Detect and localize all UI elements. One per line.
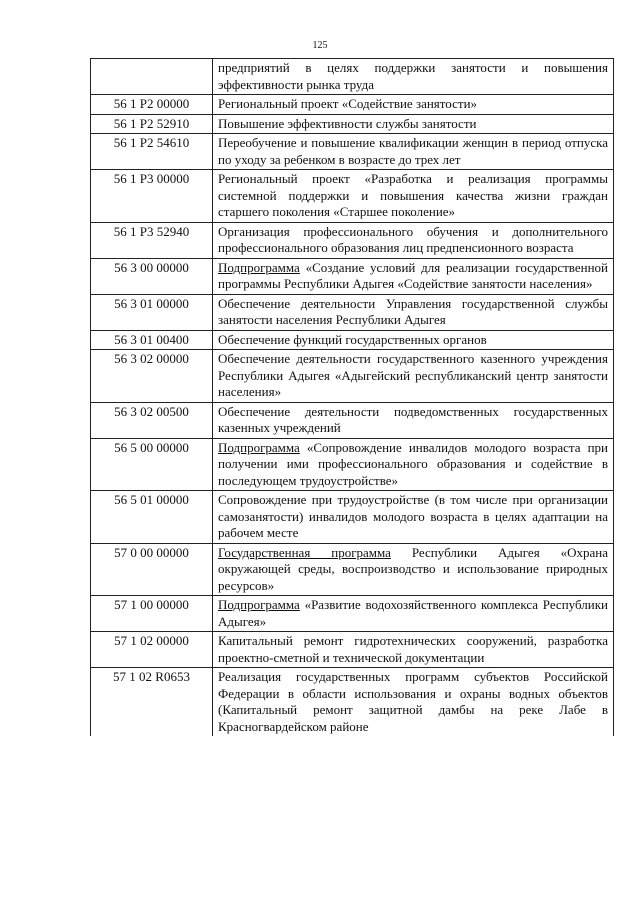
row-code: 56 1 Р3 00000	[91, 170, 213, 223]
table-row	[91, 59, 614, 95]
row-description	[213, 134, 614, 170]
row-code	[91, 59, 213, 95]
table-row	[91, 668, 614, 737]
row-text: Обеспечение деятельности Управления государственной службы занятости населения Республики Адыгея	[218, 295, 608, 327]
row-code: 57 1 02 R0653	[91, 668, 213, 737]
row-description	[213, 59, 614, 95]
row-code: 56 3 00 00000	[91, 258, 213, 294]
page-number: 125	[312, 40, 328, 51]
row-prefix: Подпрограмма	[218, 439, 300, 455]
row-text: Обеспечение деятельности подведомственных государственных казенных учреждений	[218, 403, 608, 435]
row-text: Обеспечение деятельности государственного казенного учреждения Республики Адыгея «Адыгейский республиканский центр занятости населения»	[218, 351, 608, 399]
row-text: Повышение эффективности службы занятости	[218, 115, 477, 131]
row-text: Обеспечение функций государственных органов	[218, 331, 487, 347]
row-description	[213, 222, 614, 258]
row-text: Сопровождение при трудоустройстве (в том числе при организации самозанятости) инвалидов молодого возраста в целях адаптации на рабочем месте	[218, 492, 608, 540]
row-prefix: Подпрограмма	[218, 597, 300, 612]
row-text: предприятий в целях поддержки занятости и повышения эффективности рынка труда	[218, 60, 608, 92]
row-code: 56 3 01 00000	[91, 294, 213, 330]
table-row	[91, 95, 614, 115]
row-text: Республики Адыгея «Охрана окружающей среды, воспроизводство и использование природных ресурсов»	[218, 544, 608, 593]
table-row	[91, 258, 614, 294]
table-row	[91, 438, 614, 491]
row-description	[213, 294, 614, 330]
table-row	[91, 294, 614, 330]
table-row	[91, 134, 614, 170]
row-description	[213, 438, 614, 491]
row-prefix: Подпрограмма	[218, 259, 300, 275]
row-description	[213, 596, 614, 632]
row-code: 56 1 Р2 52910	[91, 114, 213, 134]
row-code: 57 1 02 00000	[91, 632, 213, 668]
row-code: 56 3 01 00400	[91, 330, 213, 350]
row-description	[213, 95, 614, 115]
row-description	[213, 170, 614, 223]
budget-classification-table	[90, 58, 614, 736]
row-text: Реализация государственных программ субъектов Российской Федерации в области использования и охраны водных объектов (Капитальный ремонт защитной дамбы на реке Лабе в Красногвардейском районе	[218, 669, 608, 734]
table-row	[91, 222, 614, 258]
row-description	[213, 491, 614, 544]
row-description	[213, 258, 614, 294]
row-code: 56 1 Р3 52940	[91, 222, 213, 258]
row-code: 56 3 02 00500	[91, 402, 213, 438]
row-code: 56 5 00 00000	[91, 438, 213, 491]
row-code: 57 1 00 00000	[91, 596, 213, 632]
table-row	[91, 402, 614, 438]
table-row	[91, 330, 614, 350]
row-code: 56 5 01 00000	[91, 491, 213, 544]
row-code: 56 3 02 00000	[91, 350, 213, 403]
row-text: Организация профессионального обучения и дополнительного профессионального образования лиц предпенсионного возраста	[218, 223, 608, 255]
table-row	[91, 350, 614, 403]
row-code: 56 1 Р2 54610	[91, 134, 213, 170]
table-row	[91, 632, 614, 668]
row-description	[213, 402, 614, 438]
row-code: 57 0 00 00000	[91, 543, 213, 596]
row-text: Переобучение и повышение квалификации женщин в период отпуска по уходу за ребенком в возрасте до трех лет	[218, 135, 608, 167]
row-text: Капитальный ремонт гидротехнических сооружений, разработка проектно-сметной и технической документации	[218, 633, 608, 665]
table-row	[91, 170, 614, 223]
row-description	[213, 330, 614, 350]
row-text: Региональный проект «Разработка и реализация программы системной поддержки и повышения качества жизни граждан старшего поколения «Старшее поколение»	[218, 171, 608, 219]
table-row	[91, 491, 614, 544]
row-text: «Создание условий для реализации государственной программы Республики Адыгея «Содействие занятости населения»	[218, 259, 608, 291]
table-row	[91, 596, 614, 632]
row-text: Региональный проект «Содействие занятости»	[218, 96, 478, 111]
row-text: «Развитие водохозяйственного комплекса Республики Адыгея»	[218, 597, 608, 629]
table-row	[91, 543, 614, 596]
row-description	[213, 350, 614, 403]
row-prefix: Государственная программа	[218, 544, 391, 560]
table-row	[91, 114, 614, 134]
row-description	[213, 668, 614, 737]
row-description	[213, 632, 614, 668]
row-description	[213, 114, 614, 134]
row-description	[213, 543, 614, 596]
row-code: 56 1 Р2 00000	[91, 95, 213, 115]
row-text: «Сопровождение инвалидов молодого возраста при получении ими профессионального образования и содействие в последующем трудоустройстве»	[218, 439, 608, 488]
